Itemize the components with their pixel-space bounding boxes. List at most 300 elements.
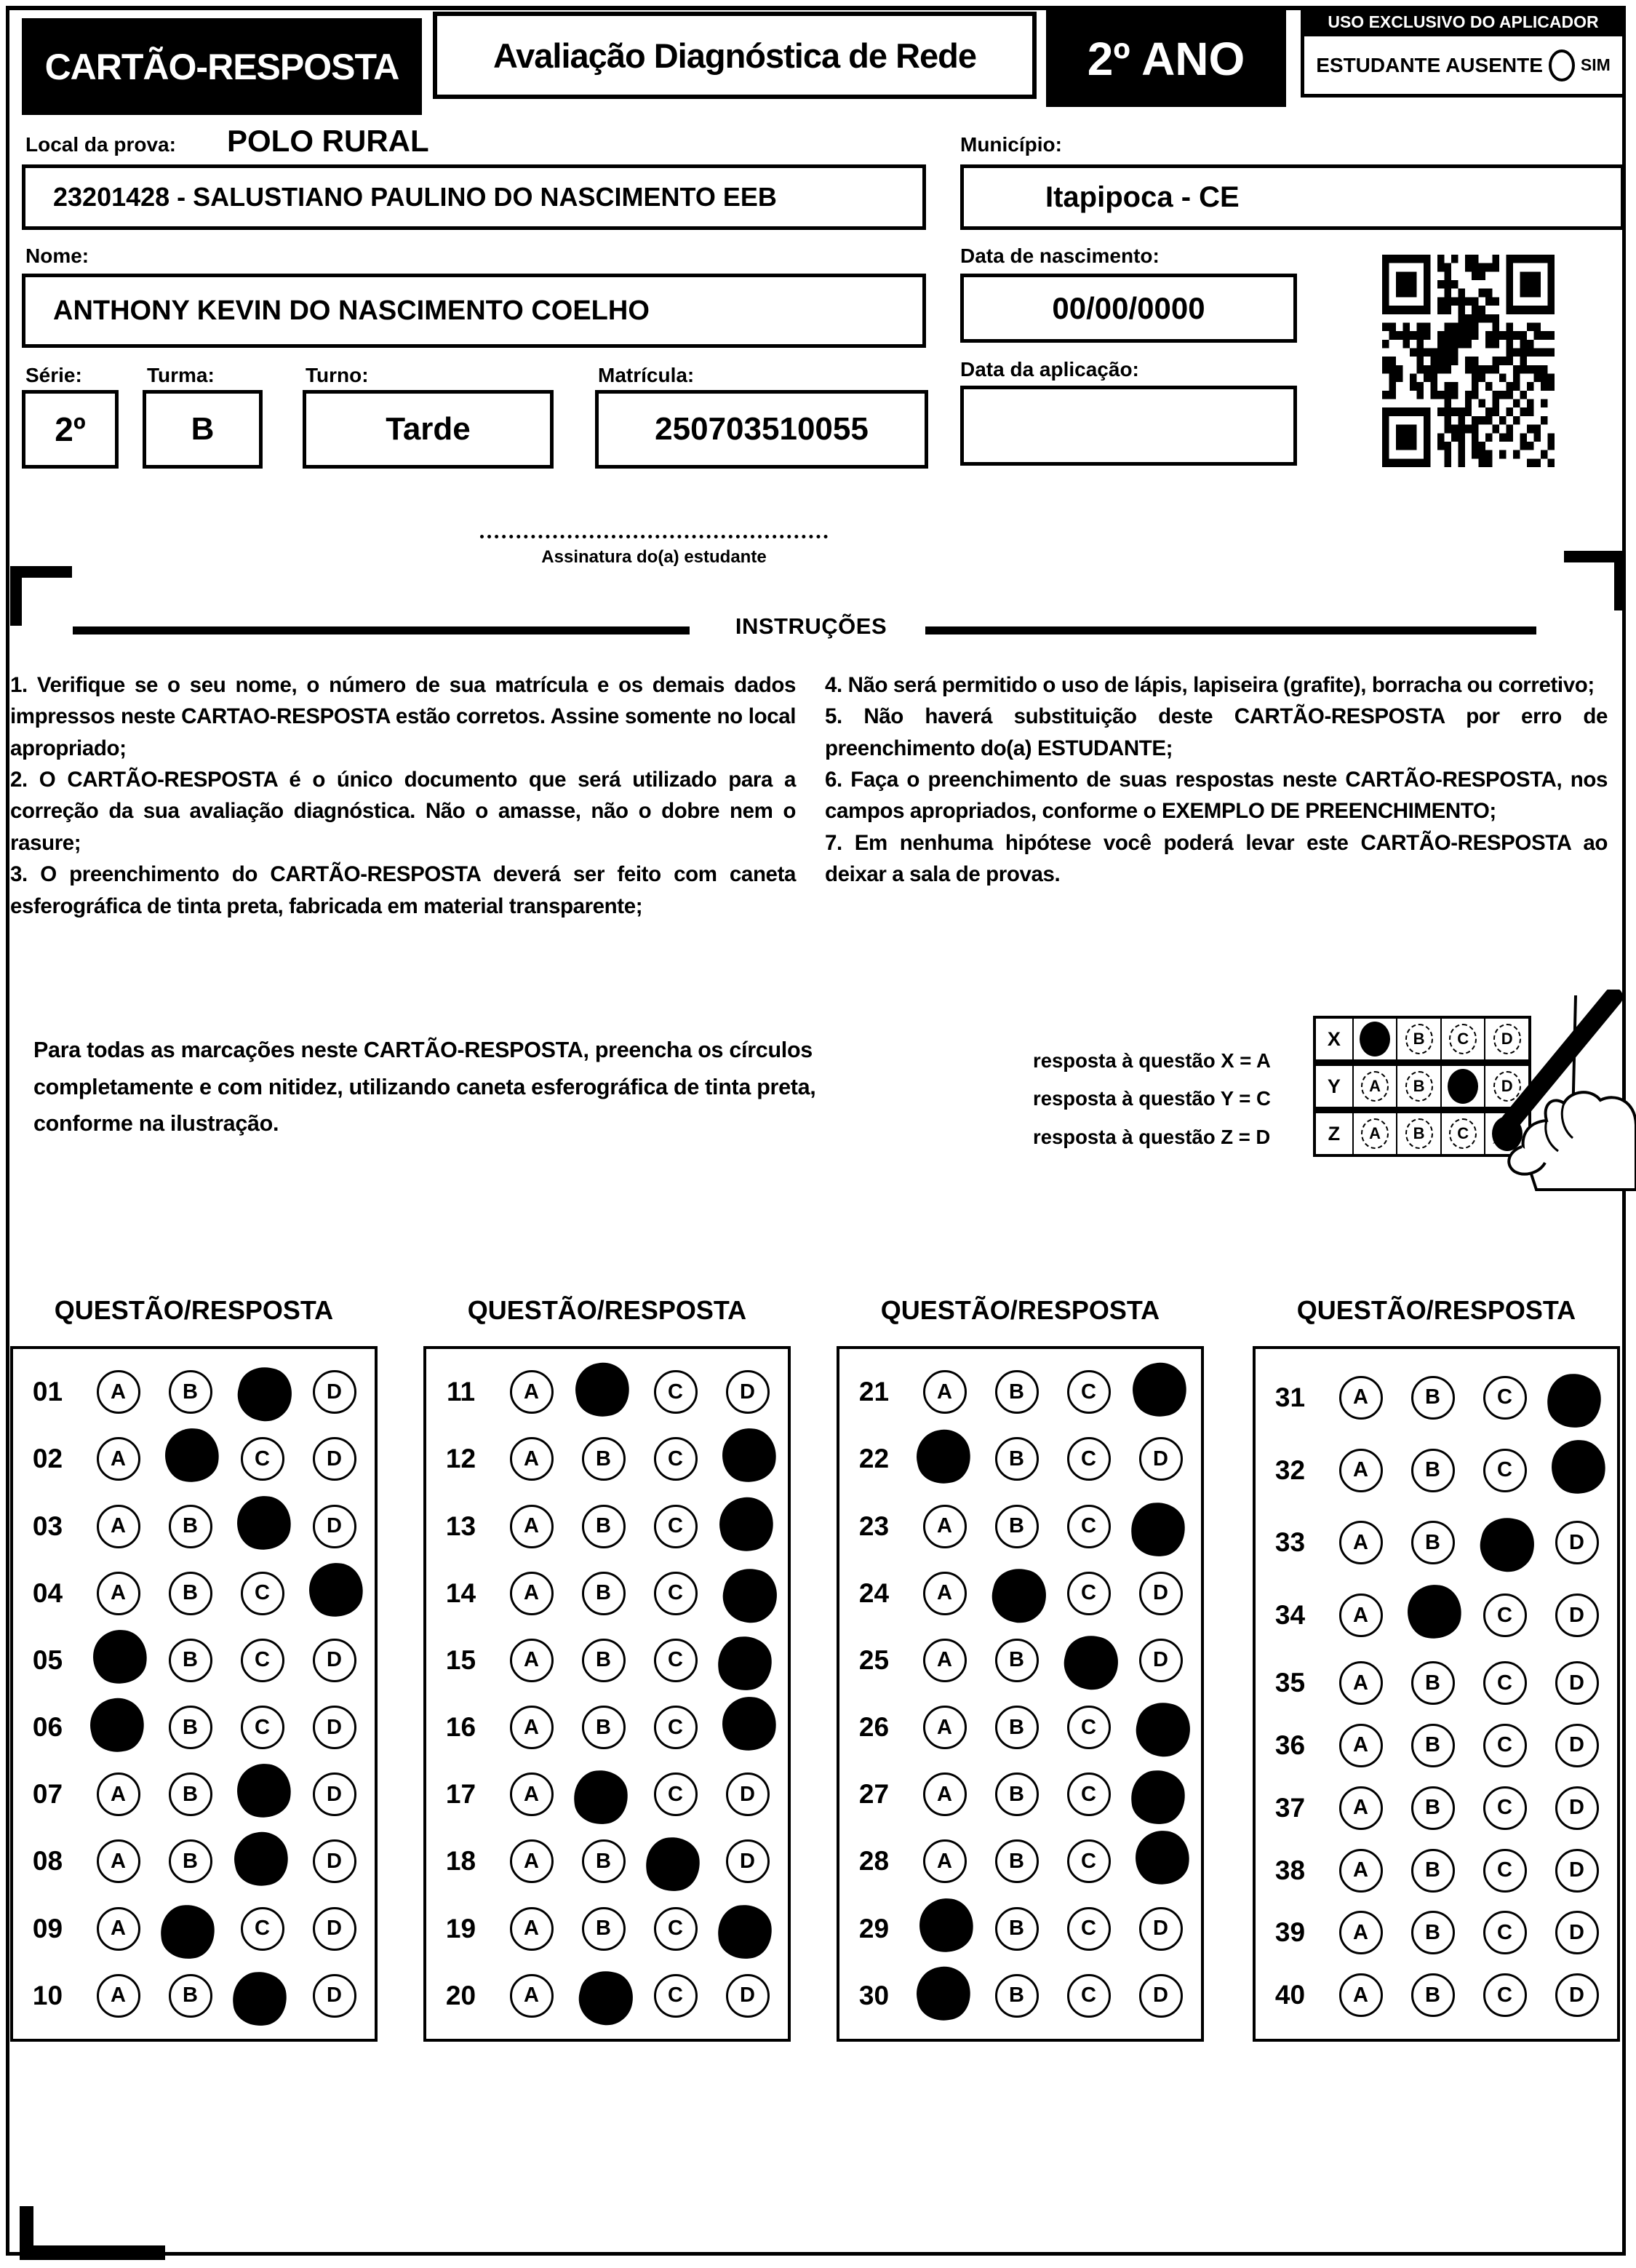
school-field xyxy=(22,164,926,230)
q09-bubble-filled-B[interactable] xyxy=(158,1902,217,1961)
q23-bubble-filled-D[interactable] xyxy=(1128,1500,1187,1559)
q20-bubble-D[interactable]: D xyxy=(726,1974,770,2018)
answer-cell xyxy=(981,1974,1053,2018)
answer-cell xyxy=(1125,1572,1197,1615)
q13-bubble-B[interactable]: B xyxy=(582,1505,626,1548)
student-absent-bubble[interactable] xyxy=(1549,49,1575,81)
q26-bubble-B[interactable]: B xyxy=(995,1706,1039,1749)
question-row-35 xyxy=(1256,1661,1617,1705)
answer-cell xyxy=(82,1505,154,1548)
answer-cell xyxy=(495,1437,567,1481)
q09-bubble-D[interactable]: D xyxy=(313,1907,356,1951)
answer-cell xyxy=(1541,1371,1613,1425)
answer-cell xyxy=(711,1772,783,1816)
q29-bubble-D[interactable]: D xyxy=(1139,1907,1183,1951)
q32-bubble-B[interactable]: B xyxy=(1411,1449,1455,1492)
q18-bubble-D[interactable]: D xyxy=(726,1839,770,1883)
answer-cell xyxy=(1397,1911,1469,1954)
q17-bubble-filled-B[interactable] xyxy=(571,1768,630,1827)
answer-cell xyxy=(1541,1724,1613,1767)
example-bubble-B: B xyxy=(1405,1071,1433,1102)
q25-bubble-D[interactable]: D xyxy=(1139,1639,1183,1682)
answer-cell xyxy=(567,1969,639,2023)
example-bubble-A: A xyxy=(1361,1118,1389,1149)
q02-bubble-C[interactable]: C xyxy=(241,1437,284,1481)
question-row-27 xyxy=(839,1767,1201,1821)
exam-title-box xyxy=(433,12,1037,99)
q37-bubble-C[interactable]: C xyxy=(1483,1786,1527,1830)
q14-bubble-A[interactable]: A xyxy=(510,1572,554,1615)
q37-bubble-D[interactable]: D xyxy=(1555,1786,1599,1830)
answer-cell xyxy=(226,1834,298,1888)
nome-value: ANTHONY KEVIN DO NASCIMENTO COELHO xyxy=(53,295,650,326)
q25-bubble-A[interactable]: A xyxy=(923,1639,967,1682)
q05-bubble-filled-A[interactable] xyxy=(89,1626,151,1687)
example-bubble-filled-C xyxy=(1448,1069,1478,1104)
q15-bubble-A[interactable]: A xyxy=(510,1639,554,1682)
q05-bubble-C[interactable]: C xyxy=(241,1639,284,1682)
q31-bubble-C[interactable]: C xyxy=(1483,1376,1527,1420)
q03-bubble-B[interactable]: B xyxy=(169,1505,212,1548)
answer-cell xyxy=(1053,1974,1125,2018)
answer-cell xyxy=(1125,1834,1197,1888)
q39-bubble-D[interactable]: D xyxy=(1555,1911,1599,1954)
qr-code xyxy=(1382,255,1555,467)
question-row-22 xyxy=(839,1432,1201,1486)
q29-bubble-filled-A[interactable] xyxy=(916,1895,977,1956)
q19-bubble-filled-D[interactable] xyxy=(715,1902,774,1961)
q23-bubble-B[interactable]: B xyxy=(995,1505,1039,1548)
question-number: 24 xyxy=(858,1577,890,1608)
turno-value: Tarde xyxy=(386,411,471,447)
question-number: 39 xyxy=(1274,1917,1306,1948)
q34-bubble-A[interactable]: A xyxy=(1339,1593,1383,1637)
question-row-11 xyxy=(426,1365,788,1419)
turno-label: Turno: xyxy=(306,364,369,386)
q07-bubble-B[interactable]: B xyxy=(169,1772,212,1816)
instructions-right xyxy=(825,669,1608,891)
q08-bubble-A[interactable]: A xyxy=(97,1839,140,1883)
q11-bubble-C[interactable]: C xyxy=(654,1370,698,1414)
q25-bubble-B[interactable]: B xyxy=(995,1639,1039,1682)
example-bubble-C: C xyxy=(1449,1118,1477,1149)
signature-label: Assinatura do(a) estudante xyxy=(541,547,767,567)
answer-cell xyxy=(1125,1500,1197,1553)
answer-cell xyxy=(981,1839,1053,1883)
q04-bubble-C[interactable]: C xyxy=(241,1572,284,1615)
q39-bubble-C[interactable]: C xyxy=(1483,1911,1527,1954)
answer-cell xyxy=(154,1432,226,1486)
q38-bubble-A[interactable]: A xyxy=(1339,1849,1383,1893)
q20-bubble-filled-B[interactable] xyxy=(573,1965,639,2031)
q40-bubble-C[interactable]: C xyxy=(1483,1973,1527,2017)
q03-bubble-filled-C[interactable] xyxy=(234,1492,295,1553)
answer-cell xyxy=(1469,1724,1541,1767)
q22-bubble-D[interactable]: D xyxy=(1139,1437,1183,1481)
q24-bubble-D[interactable]: D xyxy=(1139,1572,1183,1615)
q28-bubble-B[interactable]: B xyxy=(995,1839,1039,1883)
q40-bubble-B[interactable]: B xyxy=(1411,1973,1455,2017)
q15-bubble-C[interactable]: C xyxy=(654,1639,698,1682)
answer-cell xyxy=(226,1639,298,1682)
question-row-15 xyxy=(426,1634,788,1687)
q01-bubble-D[interactable]: D xyxy=(313,1370,356,1414)
q31-bubble-filled-D[interactable] xyxy=(1544,1371,1603,1430)
q20-bubble-A[interactable]: A xyxy=(510,1974,554,2018)
q19-bubble-B[interactable]: B xyxy=(582,1907,626,1951)
q16-bubble-A[interactable]: A xyxy=(510,1706,554,1749)
q07-bubble-filled-C[interactable] xyxy=(234,1760,295,1821)
q37-bubble-A[interactable]: A xyxy=(1339,1786,1383,1830)
turma-field xyxy=(143,390,263,469)
q12-bubble-A[interactable]: A xyxy=(510,1437,554,1481)
q27-bubble-A[interactable]: A xyxy=(923,1772,967,1816)
instruction-item: 6. Faça o preenchimento de suas respostas neste CARTÃO-RESPOSTA, nos campos apropriados, conforme o EXEMPLO DE PREENCHIMENTO; xyxy=(825,768,1608,824)
q16-bubble-B[interactable]: B xyxy=(582,1706,626,1749)
answer-cell xyxy=(82,1572,154,1615)
q40-bubble-A[interactable]: A xyxy=(1339,1973,1383,2017)
q01-bubble-B[interactable]: B xyxy=(169,1370,212,1414)
question-row-09 xyxy=(13,1902,375,1956)
q22-bubble-C[interactable]: C xyxy=(1067,1437,1111,1481)
q38-bubble-B[interactable]: B xyxy=(1411,1849,1455,1893)
q18-bubble-filled-C[interactable] xyxy=(643,1835,702,1894)
q30-bubble-filled-A[interactable] xyxy=(911,1962,975,2026)
q33-bubble-filled-C[interactable] xyxy=(1475,1513,1540,1578)
answer-cell xyxy=(1541,1444,1613,1497)
q10-bubble-A[interactable]: A xyxy=(97,1974,140,2018)
instruction-item: 4. Não será permitido o uso de lápis, lapiseira (grafite), borracha ou corretivo; xyxy=(825,673,1595,697)
q10-bubble-filled-C[interactable] xyxy=(230,1969,289,2028)
q17-bubble-A[interactable]: A xyxy=(510,1772,554,1816)
q40-bubble-D[interactable]: D xyxy=(1555,1973,1599,2017)
q07-bubble-A[interactable]: A xyxy=(97,1772,140,1816)
q22-bubble-B[interactable]: B xyxy=(995,1437,1039,1481)
q06-bubble-D[interactable]: D xyxy=(313,1706,356,1749)
q36-bubble-A[interactable]: A xyxy=(1339,1724,1383,1767)
question-number: 17 xyxy=(445,1779,476,1810)
q07-bubble-D[interactable]: D xyxy=(313,1772,356,1816)
q31-bubble-B[interactable]: B xyxy=(1411,1376,1455,1420)
question-number: 37 xyxy=(1274,1792,1306,1823)
q27-bubble-C[interactable]: C xyxy=(1067,1772,1111,1816)
q29-bubble-B[interactable]: B xyxy=(995,1907,1039,1951)
question-number: 14 xyxy=(445,1577,476,1608)
q35-bubble-A[interactable]: A xyxy=(1339,1661,1383,1705)
instruction-item: 1. Verifique se o seu nome, o número de sua matrícula e os demais dados impressos neste CARTAO-RESPOSTA estão corretos. Assine somente no local apropriado; xyxy=(10,673,796,760)
serie-value: 2º xyxy=(55,410,86,448)
answer-cell xyxy=(1469,1376,1541,1420)
answer-cell xyxy=(567,1437,639,1481)
q11-bubble-filled-B[interactable] xyxy=(570,1358,634,1422)
answer-cell xyxy=(1469,1661,1541,1705)
q36-bubble-B[interactable]: B xyxy=(1411,1724,1455,1767)
q11-bubble-D[interactable]: D xyxy=(726,1370,770,1414)
question-row-28 xyxy=(839,1834,1201,1888)
question-row-24 xyxy=(839,1567,1201,1620)
q19-bubble-A[interactable]: A xyxy=(510,1907,554,1951)
answer-cell xyxy=(567,1907,639,1951)
q34-bubble-D[interactable]: D xyxy=(1555,1593,1599,1637)
municipio-field xyxy=(960,164,1624,230)
instructions-left xyxy=(10,669,796,922)
q01-bubble-A[interactable]: A xyxy=(97,1370,140,1414)
q13-bubble-A[interactable]: A xyxy=(510,1505,554,1548)
answer-cell xyxy=(1469,1786,1541,1830)
q29-bubble-C[interactable]: C xyxy=(1067,1907,1111,1951)
answer-cell xyxy=(298,1437,370,1481)
serie-field xyxy=(22,390,119,469)
answer-cell xyxy=(909,1902,981,1956)
answer-cell xyxy=(1397,1973,1469,2017)
q30-bubble-D[interactable]: D xyxy=(1139,1974,1183,2018)
q12-bubble-filled-D[interactable] xyxy=(719,1425,780,1487)
q23-bubble-C[interactable]: C xyxy=(1067,1505,1111,1548)
q03-bubble-D[interactable]: D xyxy=(313,1505,356,1548)
question-number: 19 xyxy=(445,1913,476,1943)
question-number: 34 xyxy=(1274,1600,1306,1631)
q35-bubble-D[interactable]: D xyxy=(1555,1661,1599,1705)
q17-bubble-C[interactable]: C xyxy=(654,1772,698,1816)
q21-bubble-filled-D[interactable] xyxy=(1128,1358,1192,1422)
q03-bubble-A[interactable]: A xyxy=(97,1505,140,1548)
question-number: 31 xyxy=(1274,1382,1306,1412)
answer-cell xyxy=(909,1572,981,1615)
answer-cell xyxy=(226,1969,298,2023)
answer-cell xyxy=(1541,1911,1613,1954)
q10-bubble-D[interactable]: D xyxy=(313,1974,356,2018)
answer-cell xyxy=(639,1370,711,1414)
answer-cell xyxy=(495,1706,567,1749)
answer-cell xyxy=(1053,1370,1125,1414)
answer-cell xyxy=(1325,1911,1397,1954)
example-cell xyxy=(1352,1019,1397,1059)
answer-cell xyxy=(226,1365,298,1419)
q09-bubble-A[interactable]: A xyxy=(97,1907,140,1951)
question-number: 27 xyxy=(858,1779,890,1810)
nascimento-label: Data de nascimento: xyxy=(960,244,1160,267)
q06-bubble-B[interactable]: B xyxy=(169,1706,212,1749)
q18-bubble-A[interactable]: A xyxy=(510,1839,554,1883)
question-row-20 xyxy=(426,1969,788,2023)
answer-cell xyxy=(909,1706,981,1749)
answer-cell xyxy=(1541,1849,1613,1893)
answer-cell xyxy=(567,1505,639,1548)
answers-column-header: QUESTÃO/RESPOSTA xyxy=(467,1295,747,1325)
answer-cell xyxy=(1125,1767,1197,1821)
serie-label: Série: xyxy=(25,364,82,386)
q21-bubble-B[interactable]: B xyxy=(995,1370,1039,1414)
q06-bubble-filled-A[interactable] xyxy=(85,1693,149,1757)
answer-cell xyxy=(1325,1661,1397,1705)
answer-cell xyxy=(226,1907,298,1951)
q26-bubble-filled-D[interactable] xyxy=(1130,1697,1196,1762)
q15-bubble-filled-D[interactable] xyxy=(715,1634,774,1692)
answer-cell xyxy=(1397,1849,1469,1893)
q21-bubble-C[interactable]: C xyxy=(1067,1370,1111,1414)
q24-bubble-filled-B[interactable] xyxy=(986,1563,1052,1628)
q39-bubble-A[interactable]: A xyxy=(1339,1911,1383,1954)
answer-cell xyxy=(1397,1449,1469,1492)
q05-bubble-B[interactable]: B xyxy=(169,1639,212,1682)
q19-bubble-C[interactable]: C xyxy=(654,1907,698,1951)
q15-bubble-B[interactable]: B xyxy=(582,1639,626,1682)
answer-cell xyxy=(1469,1449,1541,1492)
question-number: 38 xyxy=(1274,1855,1306,1885)
q38-bubble-D[interactable]: D xyxy=(1555,1849,1599,1893)
q02-bubble-A[interactable]: A xyxy=(97,1437,140,1481)
question-number: 20 xyxy=(445,1980,476,2010)
q28-bubble-C[interactable]: C xyxy=(1067,1839,1111,1883)
answer-cell xyxy=(82,1370,154,1414)
answer-cell xyxy=(226,1767,298,1821)
answer-cell xyxy=(639,1974,711,2018)
question-number: 35 xyxy=(1274,1668,1306,1698)
question-row-16 xyxy=(426,1700,788,1754)
answer-cell xyxy=(495,1639,567,1682)
applicator-panel-title: USO EXCLUSIVO DO APLICADOR xyxy=(1301,7,1626,36)
q33-bubble-B[interactable]: B xyxy=(1411,1521,1455,1564)
answer-cell xyxy=(1125,1437,1197,1481)
answer-cell xyxy=(495,1572,567,1615)
q02-bubble-D[interactable]: D xyxy=(313,1437,356,1481)
q14-bubble-filled-D[interactable] xyxy=(717,1563,783,1628)
signature-line[interactable] xyxy=(480,535,828,538)
answer-cell xyxy=(1325,1786,1397,1830)
q36-bubble-D[interactable]: D xyxy=(1555,1724,1599,1767)
q08-bubble-filled-C[interactable] xyxy=(229,1827,293,1891)
nome-field xyxy=(22,274,926,348)
q08-bubble-D[interactable]: D xyxy=(313,1839,356,1883)
q27-bubble-B[interactable]: B xyxy=(995,1772,1039,1816)
q27-bubble-filled-D[interactable] xyxy=(1128,1768,1187,1827)
q06-bubble-C[interactable]: C xyxy=(241,1706,284,1749)
answer-cell xyxy=(154,1902,226,1956)
q01-bubble-filled-C[interactable] xyxy=(232,1361,298,1427)
answer-cell xyxy=(1469,1911,1541,1954)
matricula-label: Matrícula: xyxy=(598,364,695,386)
answers-grid xyxy=(1253,1346,1620,2042)
q32-bubble-C[interactable]: C xyxy=(1483,1449,1527,1492)
question-number: 33 xyxy=(1274,1527,1306,1558)
answer-cell xyxy=(567,1365,639,1419)
q38-bubble-C[interactable]: C xyxy=(1483,1849,1527,1893)
q35-bubble-C[interactable]: C xyxy=(1483,1661,1527,1705)
answer-cell xyxy=(226,1437,298,1481)
q22-bubble-filled-A[interactable] xyxy=(911,1425,975,1489)
q26-bubble-A[interactable]: A xyxy=(923,1706,967,1749)
answer-cell xyxy=(154,1370,226,1414)
q08-bubble-B[interactable]: B xyxy=(169,1839,212,1883)
q32-bubble-filled-D[interactable] xyxy=(1548,1436,1609,1497)
answer-cell xyxy=(82,1974,154,2018)
q34-bubble-filled-B[interactable] xyxy=(1404,1581,1465,1642)
q14-bubble-C[interactable]: C xyxy=(654,1572,698,1615)
question-number: 32 xyxy=(1274,1455,1306,1485)
q04-bubble-filled-D[interactable] xyxy=(306,1559,367,1620)
corner-mark-bottom-horizontal xyxy=(20,2245,165,2260)
answer-cell xyxy=(639,1772,711,1816)
q39-bubble-B[interactable]: B xyxy=(1411,1911,1455,1954)
q21-bubble-A[interactable]: A xyxy=(923,1370,967,1414)
q26-bubble-C[interactable]: C xyxy=(1067,1706,1111,1749)
q34-bubble-C[interactable]: C xyxy=(1483,1593,1527,1637)
q24-bubble-A[interactable]: A xyxy=(923,1572,967,1615)
question-number: 22 xyxy=(858,1444,890,1474)
answer-cell xyxy=(1053,1505,1125,1548)
answer-cell xyxy=(711,1432,783,1486)
q36-bubble-C[interactable]: C xyxy=(1483,1724,1527,1767)
answer-cell xyxy=(567,1706,639,1749)
q28-bubble-filled-D[interactable] xyxy=(1132,1828,1193,1889)
q13-bubble-filled-D[interactable] xyxy=(714,1492,778,1556)
q33-bubble-D[interactable]: D xyxy=(1555,1521,1599,1564)
q12-bubble-C[interactable]: C xyxy=(654,1437,698,1481)
q12-bubble-B[interactable]: B xyxy=(582,1437,626,1481)
q11-bubble-A[interactable]: A xyxy=(510,1370,554,1414)
q32-bubble-A[interactable]: A xyxy=(1339,1449,1383,1492)
q20-bubble-C[interactable]: C xyxy=(654,1974,698,2018)
answers-column-3 xyxy=(837,1295,1204,2042)
question-number: 07 xyxy=(32,1779,63,1810)
q02-bubble-filled-B[interactable] xyxy=(161,1425,223,1487)
q17-bubble-D[interactable]: D xyxy=(726,1772,770,1816)
answer-cell xyxy=(298,1639,370,1682)
q24-bubble-C[interactable]: C xyxy=(1067,1572,1111,1615)
question-number: 08 xyxy=(32,1846,63,1877)
answer-cell xyxy=(1053,1634,1125,1687)
answer-cell xyxy=(981,1639,1053,1682)
answer-cell xyxy=(495,1505,567,1548)
q30-bubble-C[interactable]: C xyxy=(1067,1974,1111,2018)
q04-bubble-A[interactable]: A xyxy=(97,1572,140,1615)
q28-bubble-A[interactable]: A xyxy=(923,1839,967,1883)
q30-bubble-B[interactable]: B xyxy=(995,1974,1039,2018)
q05-bubble-D[interactable]: D xyxy=(313,1639,356,1682)
local-da-prova-label: Local da prova: xyxy=(25,133,176,156)
q37-bubble-B[interactable]: B xyxy=(1411,1786,1455,1830)
card-title-box xyxy=(22,18,422,115)
aplicacao-field[interactable] xyxy=(960,386,1297,466)
answer-cell xyxy=(1397,1661,1469,1705)
aplicacao-label: Data da aplicação: xyxy=(960,358,1139,381)
answer-cell xyxy=(711,1974,783,2018)
q09-bubble-C[interactable]: C xyxy=(241,1907,284,1951)
q16-bubble-C[interactable]: C xyxy=(654,1706,698,1749)
q31-bubble-A[interactable]: A xyxy=(1339,1376,1383,1420)
q16-bubble-filled-D[interactable] xyxy=(719,1693,780,1754)
answer-cell xyxy=(1397,1376,1469,1420)
question-number: 16 xyxy=(445,1712,476,1743)
q18-bubble-B[interactable]: B xyxy=(582,1839,626,1883)
q23-bubble-A[interactable]: A xyxy=(923,1505,967,1548)
q10-bubble-B[interactable]: B xyxy=(169,1974,212,2018)
question-row-05 xyxy=(13,1634,375,1687)
answer-cell xyxy=(639,1639,711,1682)
answer-cell xyxy=(711,1634,783,1687)
q14-bubble-B[interactable]: B xyxy=(582,1572,626,1615)
q13-bubble-C[interactable]: C xyxy=(654,1505,698,1548)
q35-bubble-B[interactable]: B xyxy=(1411,1661,1455,1705)
q33-bubble-A[interactable]: A xyxy=(1339,1521,1383,1564)
answer-cell xyxy=(1125,1365,1197,1419)
instructions-title: INSTRUÇÕES xyxy=(735,613,887,639)
q04-bubble-B[interactable]: B xyxy=(169,1572,212,1615)
question-number: 29 xyxy=(858,1913,890,1943)
example-cell xyxy=(1352,1113,1397,1154)
answer-cell xyxy=(909,1969,981,2023)
q25-bubble-filled-C[interactable] xyxy=(1058,1630,1124,1695)
